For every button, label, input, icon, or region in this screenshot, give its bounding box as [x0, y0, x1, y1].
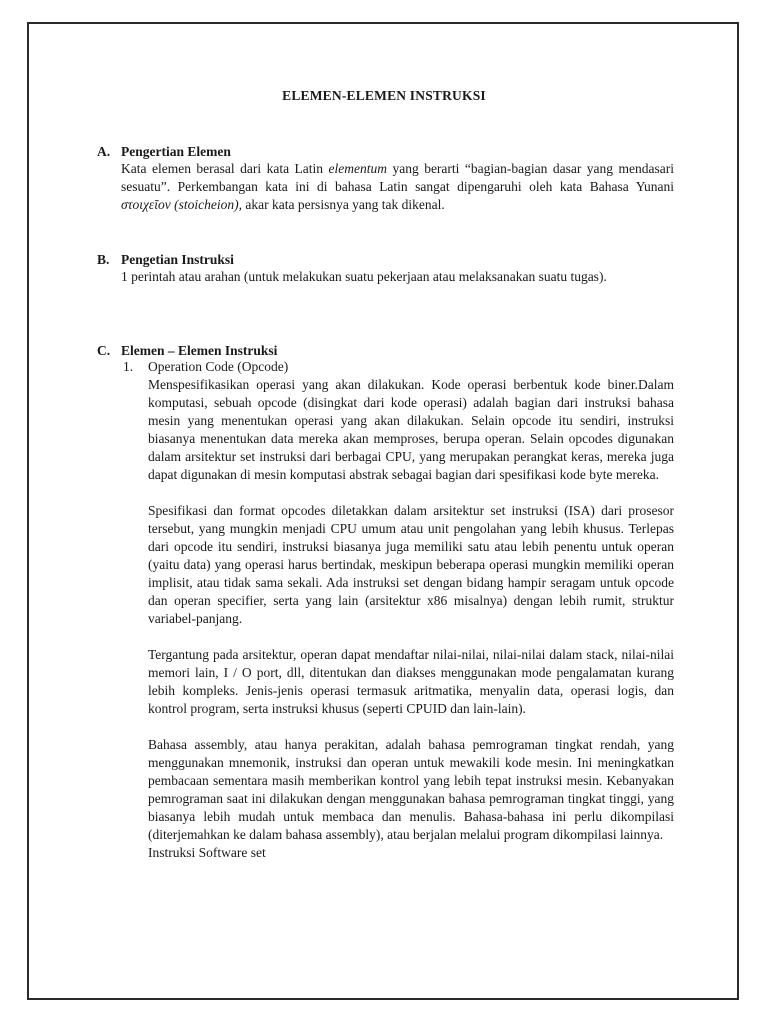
paragraph-4: Bahasa assembly, atau hanya perakitan, adalah bahasa pemrograman tingkat rendah, yang menggunakan mnemonik, instruksi dan operan untuk mewakili kode mesin. Ini meningkatkan pembacaan sementara masih memberikan kontrol yang lebih tepat instruksi mesin. Kebanyakan pemrograman saat ini dilakukan dengan menggunakan bahasa pemrograman tingkat tinggi, yang biasanya lebih mudah untuk membaca dan menulis. Bahasa-bahasa ini perlu dikompilasi (diterjemahkan ke dalam bahasa assembly), atau berjalan melalui program dikompilasi lainnya.	[148, 737, 674, 842]
section-a-heading	[97, 144, 231, 160]
section-b-heading	[97, 252, 234, 268]
section-a-letter: A.	[97, 144, 111, 159]
section-a-body	[121, 160, 674, 214]
section-b-title: Pengetian Instruksi	[121, 252, 234, 267]
paragraph-1: Menspesifikasikan operasi yang akan dilakukan. Kode operasi berbentuk kode biner.Dalam komputasi, sebuah opcode (disingkat dari kode operasi) adalah bagian dari instruksi bahasa mesin yang menentukan operasi yang akan dilakukan. Selain opcode itu sendiri, instruksi biasanya menentukan data mereka akan memproses, berupa operan. Selain opcodes digunakan dalam arsitektur set instruksi dari berbagai CPU, yang merupakan perangkat keras, mereka juga dapat digunakan di mesin komputasi abstrak sebagai bagian dari spesifikasi kode byte mereka.	[148, 377, 674, 482]
section-b-letter: B.	[97, 252, 110, 267]
section-a-text-1: Kata elemen berasal dari kata Latin	[121, 161, 329, 176]
section-a-text-3: akar kata persisnya yang tak dikenal.	[241, 197, 445, 212]
section-b-body	[121, 268, 674, 286]
trailing-line: Instruksi Software set	[148, 845, 266, 860]
item-1-label: Operation Code (Opcode)	[148, 359, 289, 374]
section-c-body	[148, 376, 674, 862]
term-greek: στοιχεῖον (stoicheion),	[121, 197, 242, 212]
paragraph-2: Spesifikasi dan format opcodes diletakkan dalam arsitektur set instruksi (ISA) dari prosesor tersebut, yang mungkin menjadi CPU umum atau unit pengolahan yang lebih khusus. Terlepas dari opcode itu sendiri, instruksi biasanya juga memiliki satu atau lebih penentu untuk operan (yaitu data) yang operasi harus bertindak, meskipun beberapa operasi mungkin memiliki operan implisit, atau tidak sama sekali. Ada instruksi set dengan bidang hampir seragam untuk opcode dan operan specifier, serta yang lain (arsitektur x86 misalnya) dengan lebih rumit, struktur variabel-panjang.	[148, 503, 674, 626]
paragraph-3: Tergantung pada arsitektur, operan dapat mendaftar nilai-nilai, nilai-nilai dalam stack, nilai-nilai memori lain, I / O port, dll, ditentukan dan diakses menggunakan mode pengalamatan kurang lebih kompleks. Jenis-jenis operasi termasuk aritmatika, menyalin data, operasi logis, dan kontrol program, serta instruksi khusus (seperti CPUID dan lain-lain).	[148, 647, 674, 716]
section-c-letter: C.	[97, 343, 111, 358]
section-c-heading	[97, 343, 277, 359]
section-b-text: 1 perintah atau arahan (untuk melakukan suatu pekerjaan atau melaksanakan suatu tugas).	[121, 269, 607, 284]
item-1-heading	[123, 359, 288, 375]
term-latin: elementum	[328, 161, 387, 176]
section-a-text-2: yang berarti “bagian-bagian dasar yang mendasari sesuatu”. Perkembangan kata ini di bahasa Latin sangat dipengaruhi oleh kata Bahasa Yunani	[121, 161, 674, 194]
page-title: ELEMEN-ELEMEN INSTRUKSI	[282, 88, 486, 103]
item-1-number: 1.	[123, 359, 134, 374]
section-c-title: Elemen – Elemen Instruksi	[121, 343, 278, 358]
section-a-title: Pengertian Elemen	[121, 144, 231, 159]
